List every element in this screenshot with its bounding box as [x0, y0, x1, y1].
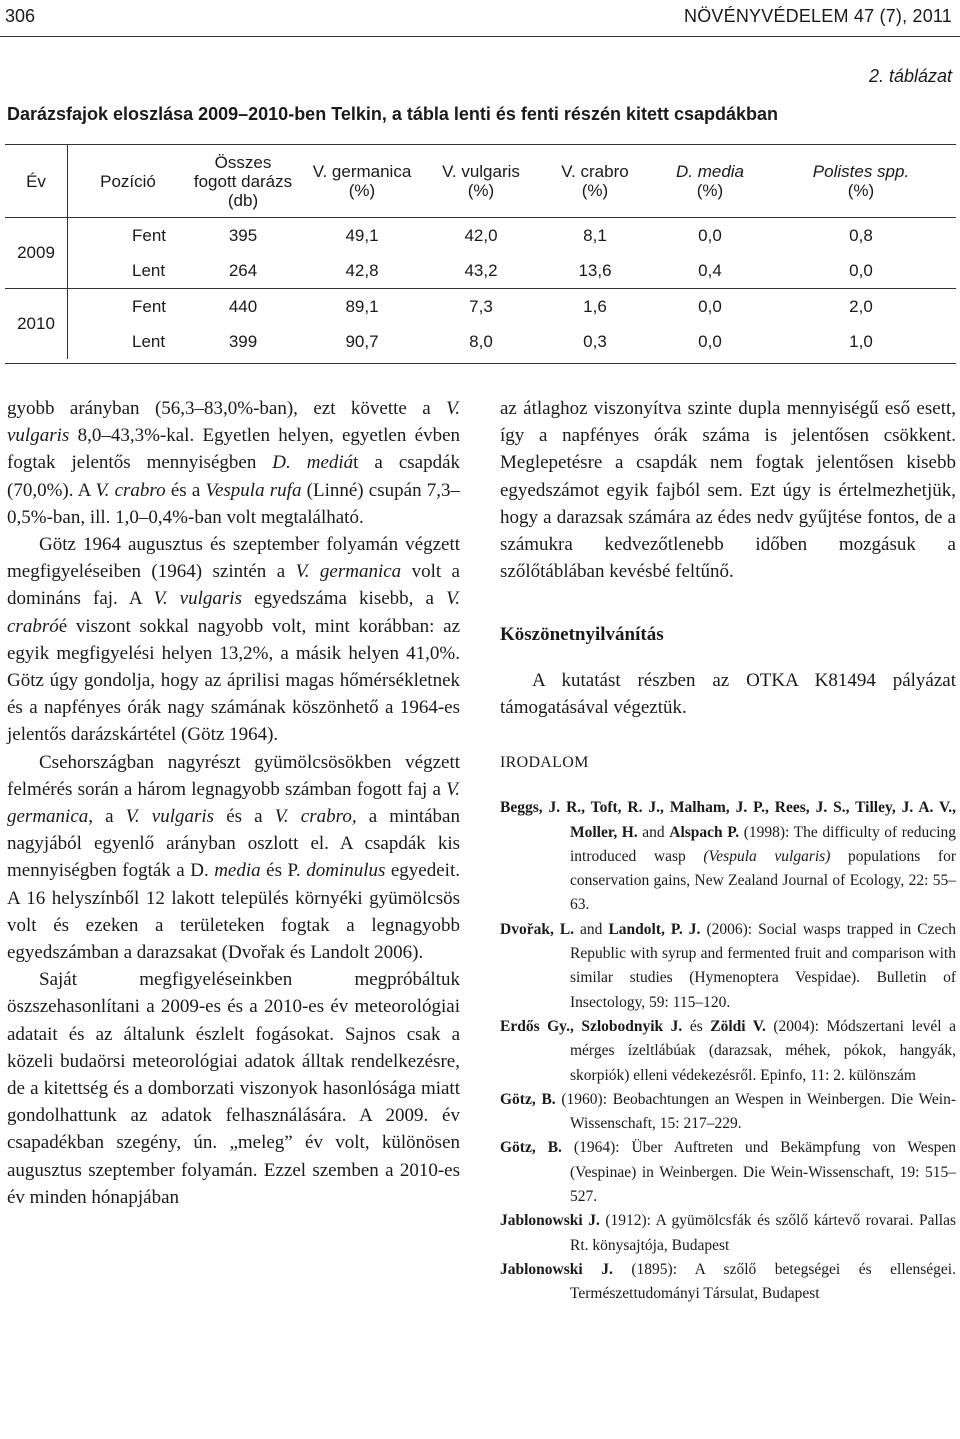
header-crabro [536, 145, 654, 218]
page-header [0, 0, 960, 34]
total-cell: 399 [228, 331, 258, 351]
crabro-cell: 1,6 [536, 289, 654, 325]
reference-item: Götz, B. (1964): Über Auftreten und Bekämpfung von Wespen (Vespinae) in Weinbergen. Die Wein-Wissenschaft, 19: 515–527. [500, 1139, 956, 1205]
reference-item: Jablonowski J. (1912): A gyümölcsfák és szőlő kártevő rovarai. Pallas Rt. könysajtója, Budapest [500, 1212, 957, 1254]
germanica-cell: 42,8 [345, 260, 379, 280]
table-row [5, 218, 956, 254]
header-polistes-name: Polistes spp. [812, 162, 910, 181]
vulgaris-cell: 43,2 [464, 260, 498, 280]
germanica-cell: 89,1 [298, 289, 426, 325]
header-polistes-unit: (%) [847, 181, 875, 200]
table-row [5, 324, 956, 359]
vulgaris-cell: 42,0 [426, 218, 536, 254]
header-germanica-unit: (%) [348, 181, 376, 200]
germanica-cell: 90,7 [345, 331, 379, 351]
table-row [5, 253, 956, 289]
species-table [5, 144, 956, 364]
reference-item: Erdős Gy., Szlobodnyik J. és Zöldi V. (2004): Módszertani levél a mérges ízeltlábúak (darazsak, méhek, pókok, hangyák, skorpiók) elleni védekezésről. Epinfo, 11: 2. különszám [500, 1017, 956, 1084]
body-paragraph: Götz 1964 augusztus és szeptember folyamán végzett megfigyeléseiben (1964) szintén a V. germanica volt a domináns faj. A V. vulgaris egyedszáma kisebb, a V. crabróé viszont sokkal nagyobb volt, mint korábban: az egyik megfigyelési helyen 13,2%, a másik helyen 41,0%. Götz úgy gondolja, hogy az áprilisi magas hőmérsékletnek és a napfényes órák nagy számának köszönhető a 1964-es jelentős darázskártétel (Götz 1964). [7, 534, 460, 746]
header-position: Pozíció [100, 171, 156, 191]
vulgaris-cell: 8,0 [469, 331, 493, 351]
header-total-line1: Összes [214, 152, 272, 172]
header-year: Év [5, 145, 68, 218]
left-text-column [7, 395, 460, 1211]
reference-item: Dvořak, L. and Landolt, P. J. (2006): Social wasps trapped in Czech Republic with syrup and fermented fruit and comparison with similar studies (Hymenoptera Vespidae). Bulletin of Insectology, 59: 115–120. [500, 920, 956, 1011]
crabro-cell: 13,6 [578, 260, 612, 280]
polistes-cell: 1,0 [849, 331, 873, 351]
body-paragraph: gyobb arányban (56,3–83,0%-ban), ezt követte a V. vulgaris 8,0–43,3%-kal. Egyetlen helyen, egyetlen évben fogtak jelentős mennyiségben D. mediát a csapdák (70,0%). A V. crabro és a Vespula rufa (Linné) csupán 7,3–0,5%-ban, ill. 1,0–0,4%-ban volt megtalálható. [7, 398, 461, 528]
polistes-cell: 0,0 [849, 260, 873, 280]
body-paragraph: az átlaghoz viszonyítva szinte dupla mennyiségű eső esett, így a napfényes órák száma is jelentősen csökkent. Meglepetésre a csapdák nem fogtak jelentősen kisebb egyedszámot egyik fajból sem. Ezt úgy is értelmezhetjük, hogy a darazsak számára az édes nedv gyűjtése fontos, de a számukra kedvezőtlenebb időben mozgásuk a szőlőtáblában kevésbé feltűnő. [500, 398, 956, 583]
year-cell: 2010 [5, 289, 68, 360]
reference-item: Beggs, J. R., Toft, R. J., Malham, J. P., Rees, J. S., Tilley, J. A. V., Moller, H. and Alspach P. (1998): The difficulty of reducing introduced wasp (Vespula vulgaris) populations for conservation gains, New Zealand Journal of Ecology, 22: 55–63. [500, 799, 957, 914]
reference-item: Götz, B. (1960): Beobachtungen an Wespen in Weinbergen. Die Wein-Wissenschaft, 15: 217–229. [500, 1090, 957, 1133]
table-header-row [5, 145, 956, 218]
position-cell: Lent [132, 260, 166, 280]
header-media-unit: (%) [696, 181, 724, 200]
total-cell: 440 [188, 289, 298, 325]
media-cell: 0,4 [698, 260, 722, 280]
page-number: 306 [5, 6, 36, 26]
header-crabro-unit: (%) [581, 181, 609, 200]
position-cell: Fent [68, 218, 189, 254]
crabro-cell: 0,3 [583, 331, 607, 351]
reference-list [500, 796, 956, 1306]
total-cell: 264 [228, 260, 258, 280]
header-vulgaris [426, 145, 536, 218]
vulgaris-cell: 7,3 [426, 289, 536, 325]
header-vulgaris-unit: (%) [467, 181, 495, 200]
polistes-cell: 2,0 [766, 289, 956, 325]
journal-citation: NÖVÉNYVÉDELEM 47 (7), 2011 [684, 6, 952, 26]
acknowledgement-text: A kutatást részben az OTKA K81494 pályázat támogatásával végeztük. [500, 669, 956, 718]
header-total-line3: (db) [227, 190, 259, 210]
position-cell: Lent [132, 331, 166, 351]
total-cell: 395 [188, 218, 298, 254]
body-paragraph: Csehországban nagyrészt gyümölcsösökben végzett felmérés során a három legnagyobb számban fogott faj a V. germanica, a V. vulgaris és a V. crabro, a mintában nagyjából egyenlő arányban oszlott el. A csapdák kis mennyiségben fogták a D. media és P. dominulus egyedeit. A 16 helyszínből 12 lakott település környéki gyümölcsös volt és ezeken a területeken fogtak a legnagyobb egyedszámban a darazsakat (Dvořak és Landolt 2006). [7, 751, 460, 964]
header-total-line2: fogott darázs [193, 171, 293, 191]
references-heading: IRODALOM [500, 754, 589, 772]
header-polistes [766, 145, 956, 218]
table-title: Darázsfajok eloszlása 2009–2010-ben Telkin, a tábla lenti és fenti részén kitett csapdákban [7, 104, 779, 124]
table-label: 2. táblázat [868, 66, 952, 86]
species-table-grid [5, 145, 956, 359]
media-cell: 0,0 [654, 218, 766, 254]
position-cell: Fent [68, 289, 189, 325]
germanica-cell: 49,1 [298, 218, 426, 254]
header-media-name: D. media [675, 162, 745, 181]
reference-item: Jablonowski J. (1895): A szőlő betegségei és ellenségei. Természettudományi Társulat, Budapest [500, 1260, 956, 1303]
media-cell: 0,0 [654, 289, 766, 325]
crabro-cell: 8,1 [536, 218, 654, 254]
header-crabro-name: V. crabro [561, 162, 629, 181]
header-media [654, 145, 766, 218]
header-total [188, 145, 298, 218]
year-cell: 2009 [5, 218, 68, 289]
header-germanica-name: V. germanica [312, 162, 412, 181]
header-germanica [298, 145, 426, 218]
header-vulgaris-name: V. vulgaris [442, 162, 520, 181]
header-rule [0, 36, 960, 37]
acknowledgement-heading: Köszönetnyilvánítás [500, 624, 664, 646]
right-text-column [500, 395, 956, 1306]
polistes-cell: 0,8 [766, 218, 956, 254]
table-row [5, 289, 956, 325]
body-paragraph: Saját megfigyeléseinkben megpróbáltuk öszszehasonlítani a 2009-es és a 2010-es év meteorológiai adatait és az általunk észlelt fogásokat. Sajnos csak a közeli budaörsi meteorológiai adatok álltak rendelkezésre, de a kitettség és a domborzati viszonyok hasonlósága miatt gondolhattunk az adatok felhasználására. A 2009. év csapadékban szegény, ún. „meleg” év volt, különösen augusztus szeptember folyamán. Ezzel szemben a 2010-es év minden hónapjában [7, 969, 460, 1208]
media-cell: 0,0 [698, 331, 722, 351]
